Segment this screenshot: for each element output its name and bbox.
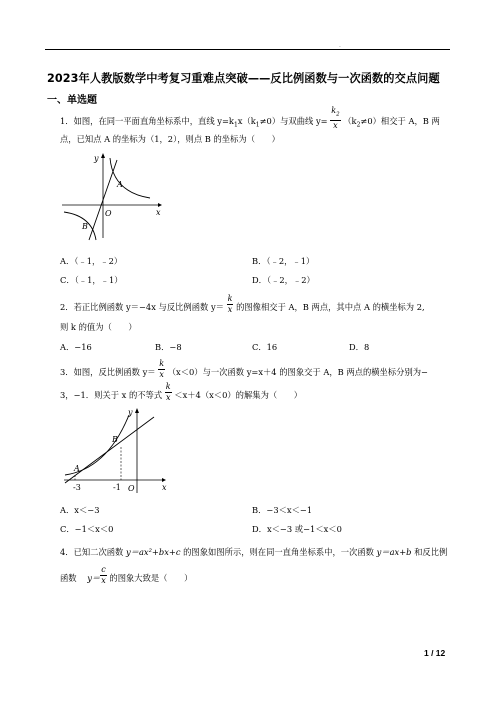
q1-option-a[interactable]: A．（﹣1，﹣2） bbox=[60, 256, 123, 266]
q3-option-a[interactable]: A．x＜−3 bbox=[60, 505, 100, 515]
q3-point-b-label: B bbox=[112, 435, 118, 444]
q2-option-d[interactable]: D．8 bbox=[349, 342, 370, 352]
q1-y-label: y bbox=[94, 154, 99, 163]
q2-option-a[interactable]: A．−16 bbox=[60, 342, 92, 352]
q3-fraction: $\frac{k}{x}$ bbox=[159, 359, 165, 379]
q3-origin-label: O bbox=[128, 484, 135, 493]
q3-graph bbox=[62, 405, 172, 495]
q3-tick-neg1: -1 bbox=[113, 483, 121, 492]
q3-option-b[interactable]: B．−3＜x＜−1 bbox=[252, 505, 313, 515]
q3-x-label: x bbox=[162, 483, 167, 492]
q1-hyperbola-branch2 bbox=[64, 212, 96, 240]
q2-fraction: $\frac{k}{x}$ bbox=[227, 294, 233, 314]
q1-x-arrow bbox=[158, 203, 162, 207]
q1-graph bbox=[60, 150, 165, 242]
q1-option-b[interactable]: B．（﹣2，﹣1） bbox=[252, 256, 315, 266]
header-rule bbox=[45, 49, 450, 50]
q3-option-c[interactable]: C．−1＜x＜0 bbox=[60, 524, 114, 534]
q3-stem-line1: 3．如图，反比例函数 y＝ $\frac{k}{x}$ （x＜0）与一次函数 y=x＋4 的图象交于 A，B 两点的横坐标分别为− bbox=[60, 359, 428, 379]
q1-option-c[interactable]: C．（﹣1，﹣1） bbox=[60, 275, 123, 285]
q3-fraction-inequality: $\frac{k}{x}$ bbox=[165, 382, 171, 402]
q3-tick-neg3: -3 bbox=[73, 483, 81, 492]
q1-point-b-label: B bbox=[82, 222, 88, 231]
q1-origin-label: O bbox=[105, 209, 112, 218]
header-dot: . bbox=[339, 42, 341, 49]
q2-stem-line1: 2．若正比例函数 y＝−4x 与反比例函数 y＝ $\frac{k}{x}$ 的图像相交于 A，B 两点，其中点 A 的横坐标为 2, bbox=[60, 294, 425, 314]
section-heading: 一、单选题 bbox=[47, 95, 97, 106]
q1-y-arrow bbox=[101, 153, 105, 158]
q3-stem-line2: 3，−1．则关于 x 的不等式 $\frac{k}{x}$ ＜x＋4（x＜0）的解集为（ ） bbox=[60, 382, 303, 402]
q3-line bbox=[65, 417, 154, 483]
q1-option-d[interactable]: D．（﹣2，﹣2） bbox=[252, 275, 315, 285]
q1-x-label: x bbox=[156, 208, 161, 217]
q1-point-a-label: A bbox=[117, 180, 123, 189]
q3-y-arrow bbox=[135, 408, 139, 413]
q4-stem-line1: 4．已知二次函数 y＝ax²+bx+c 的图象如图所示，则在同一直角坐标系中，一次函数 y＝ax+b 和反比例 bbox=[60, 547, 448, 557]
q2-option-c[interactable]: C．16 bbox=[252, 342, 278, 352]
q1-stem-line2: 点，已知点 A 的坐标为（1，2），则点 B 的坐标为（ ） bbox=[60, 134, 280, 144]
page-number: 1 / 12 bbox=[424, 648, 446, 658]
q1-fraction: $\frac{k_2}{x}$ bbox=[331, 106, 340, 130]
q1-stem-line1: 1．如图，在同一平面直角坐标系中，直线 $y=k_1x(k_1\ne 0)$与双曲线 y= $\frac{k_2}{x}$ $(k_2\ne 0)$相交于 A，B 两 bbox=[60, 106, 440, 130]
q2-option-b[interactable]: B．−8 bbox=[155, 342, 182, 352]
q2-stem-line2: 则 k 的值为（ ） bbox=[60, 322, 137, 332]
q3-y-label: y bbox=[128, 408, 133, 417]
q4-fraction: $\frac{c}{x}$ bbox=[101, 565, 106, 585]
q4-stem-line2: 函数 y＝ $\frac{c}{x}$ 的图象大致是（ ） bbox=[60, 565, 193, 585]
q3-x-arrow bbox=[162, 478, 166, 482]
document-title: 2023年人教版数学中考复习重难点突破——反比例函数与一次函数的交点问题 bbox=[47, 72, 440, 85]
q3-option-d[interactable]: D．x＜−3 或−1＜x＜0 bbox=[252, 524, 342, 534]
q3-point-a-label: A bbox=[74, 464, 80, 473]
